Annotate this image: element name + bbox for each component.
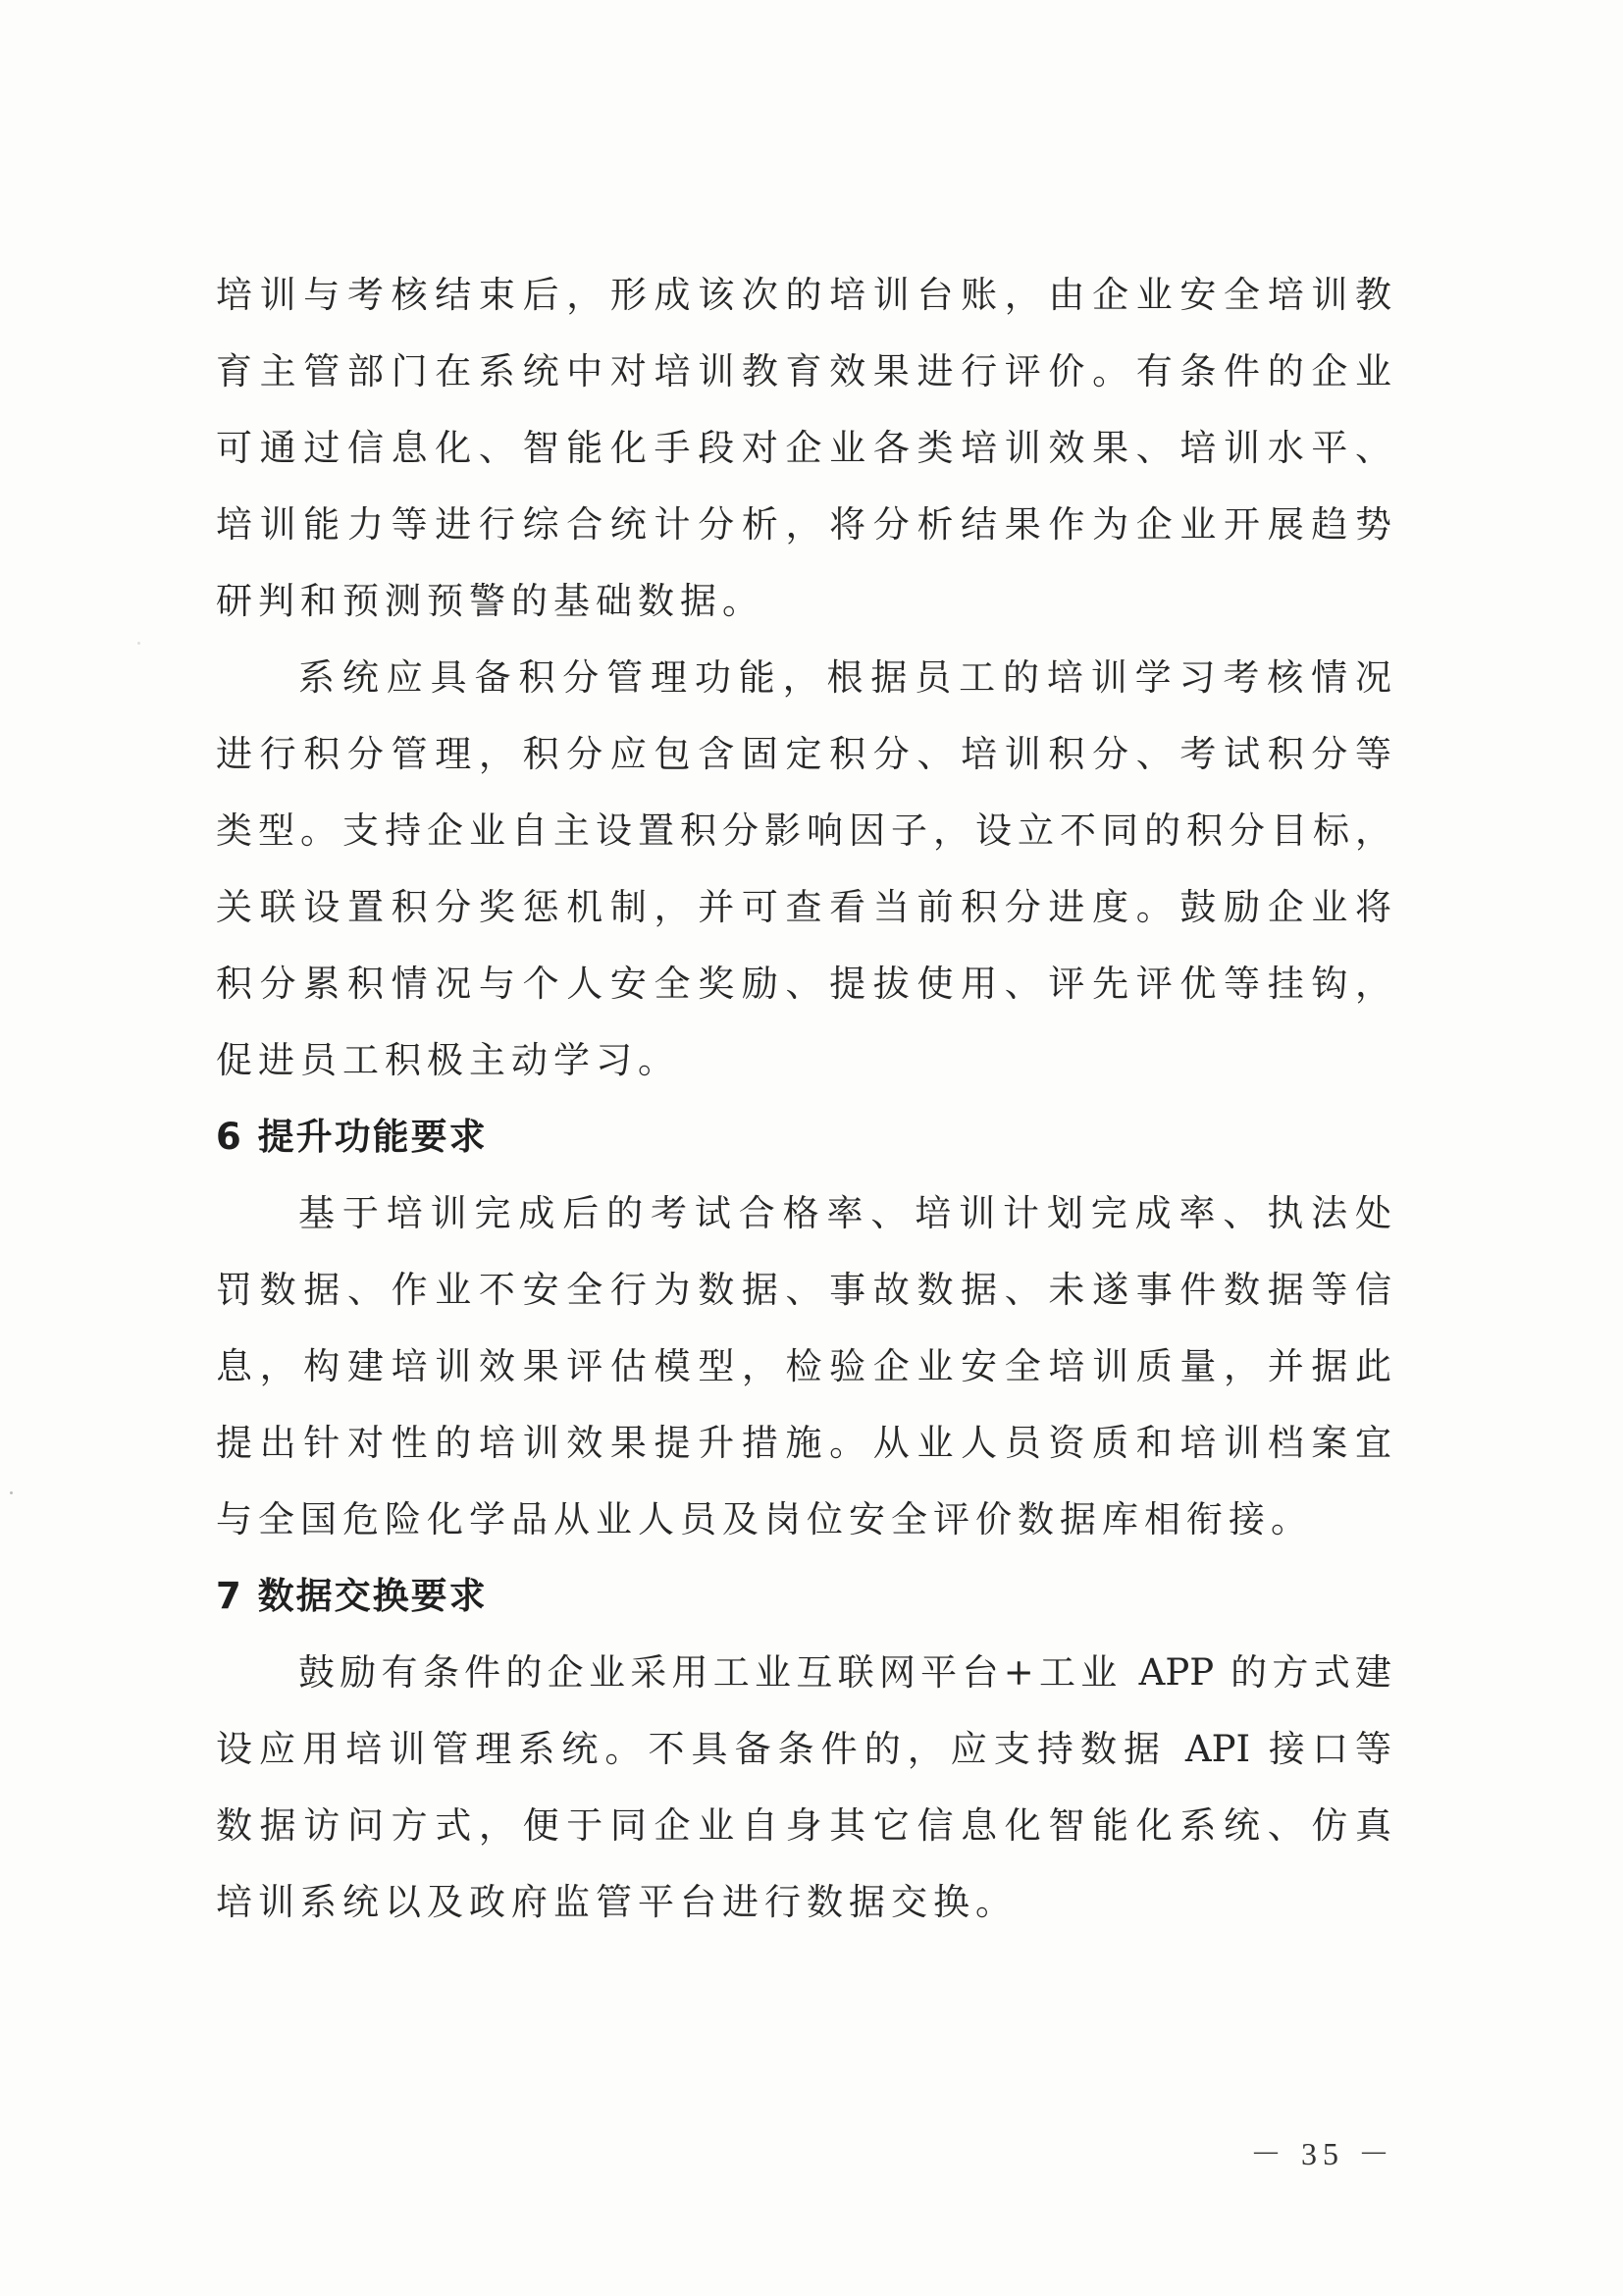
text-line: 基于培训完成后的考试合格率、培训计划完成率、执法处 [298, 1192, 1391, 1234]
text-line: 培训系统以及政府监管平台进行数据交换。 [216, 1881, 1018, 1923]
text-line: 研判和预测预警的基础数据。 [216, 580, 764, 622]
paragraph-1 [216, 257, 1393, 640]
text-line: 提出针对性的培训效果提升措施。从业人员资质和培训档案宜 [216, 1422, 1391, 1464]
text-line: 鼓励有条件的企业采用工业互联网平台+工业 APP 的方式建 [298, 1651, 1391, 1694]
text-line: 促进员工积极主动学习。 [216, 1039, 680, 1081]
text-line: 培训能力等进行综合统计分析，将分析结果作为企业开展趋势 [216, 503, 1391, 546]
text-line: 系统应具备积分管理功能，根据员工的培训学习考核情况 [298, 656, 1391, 699]
text-line: 积分累积情况与个人安全奖励、提拔使用、评先评优等挂钩， [216, 963, 1391, 1005]
paragraph-3 [216, 1175, 1393, 1558]
text-line: 罚数据、作业不安全行为数据、事故数据、未遂事件数据等信 [216, 1269, 1391, 1311]
text-line: 数据访问方式，便于同企业自身其它信息化智能化系统、仿真 [216, 1804, 1391, 1847]
text-line: 与全国危险化学品从业人员及岗位安全评价数据库相衔接。 [216, 1498, 1313, 1540]
text-line: 育主管部门在系统中对培训教育效果进行评价。有条件的企业 [216, 350, 1391, 392]
scan-speck [10, 1491, 13, 1494]
text-line: 培训与考核结束后，形成该次的培训台账，由企业安全培训教 [216, 274, 1391, 316]
text-line: 类型。支持企业自主设置积分影响因子，设立不同的积分目标， [216, 809, 1391, 852]
document-body [216, 257, 1393, 1941]
text-line: 关联设置积分奖惩机制，并可查看当前积分进度。鼓励企业将 [216, 886, 1391, 928]
paragraph-4 [216, 1635, 1393, 1941]
section-heading-6: 6 提升功能要求 [216, 1116, 488, 1158]
text-line: 设应用培训管理系统。不具备条件的，应支持数据 API 接口等 [216, 1728, 1391, 1770]
text-line: 可通过信息化、智能化手段对企业各类培训效果、培训水平、 [216, 427, 1391, 469]
text-line: 进行积分管理，积分应包含固定积分、培训积分、考试积分等 [216, 733, 1391, 775]
paragraph-2 [216, 640, 1393, 1099]
scan-speck [137, 642, 140, 645]
text-line: 息，构建培训效果评估模型，检验企业安全培训质量，并据此 [216, 1345, 1391, 1387]
page-number: － 35 － [1249, 2136, 1395, 2171]
section-heading-7: 7 数据交换要求 [216, 1575, 488, 1617]
